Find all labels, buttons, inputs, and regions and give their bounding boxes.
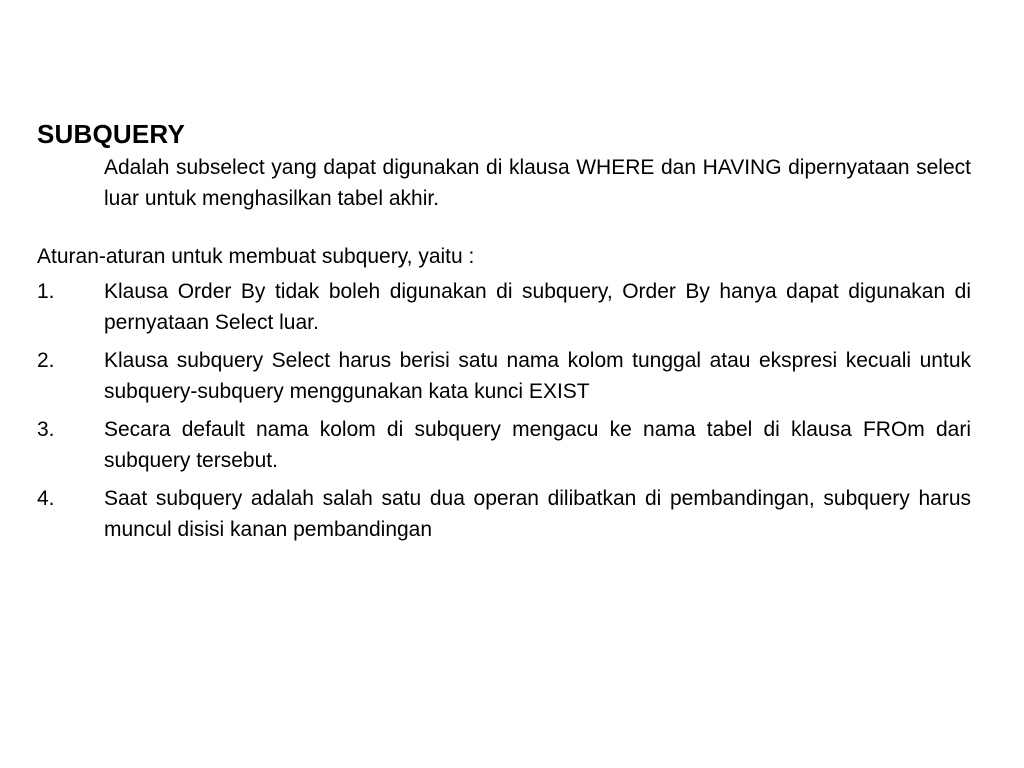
rule-item bbox=[37, 345, 971, 407]
rule-text: Secara default nama kolom di subquery mengacu ke nama tabel di klausa FROm dari subquery tersebut. bbox=[104, 418, 971, 472]
rule-text: Klausa Order By tidak boleh digunakan di subquery, Order By hanya dapat digunakan di pernyataan Select luar. bbox=[104, 280, 971, 334]
rule-item bbox=[37, 483, 971, 545]
rule-item bbox=[37, 414, 971, 476]
rule-number: 4. bbox=[37, 487, 55, 510]
definition-paragraph: Adalah subselect yang dapat digunakan di klausa WHERE dan HAVING dipernyataan select luar untuk menghasilkan tabel akhir. bbox=[104, 156, 971, 210]
rule-text: Klausa subquery Select harus berisi satu nama kolom tunggal atau ekspresi kecuali untuk subquery-subquery menggunakan kata kunci EXIST bbox=[104, 349, 971, 403]
rules-list bbox=[37, 276, 971, 545]
slide-title: SUBQUERY bbox=[37, 119, 185, 149]
rule-number: 1. bbox=[37, 280, 55, 303]
rule-number: 2. bbox=[37, 349, 55, 372]
rule-text: Saat subquery adalah salah satu dua operan dilibatkan di pembandingan, subquery harus muncul disisi kanan pembandingan bbox=[104, 487, 971, 541]
rule-item bbox=[37, 276, 971, 338]
slide-content bbox=[37, 116, 971, 552]
rule-number: 3. bbox=[37, 418, 55, 441]
rules-intro: Aturan-aturan untuk membuat subquery, yaitu : bbox=[37, 245, 475, 268]
